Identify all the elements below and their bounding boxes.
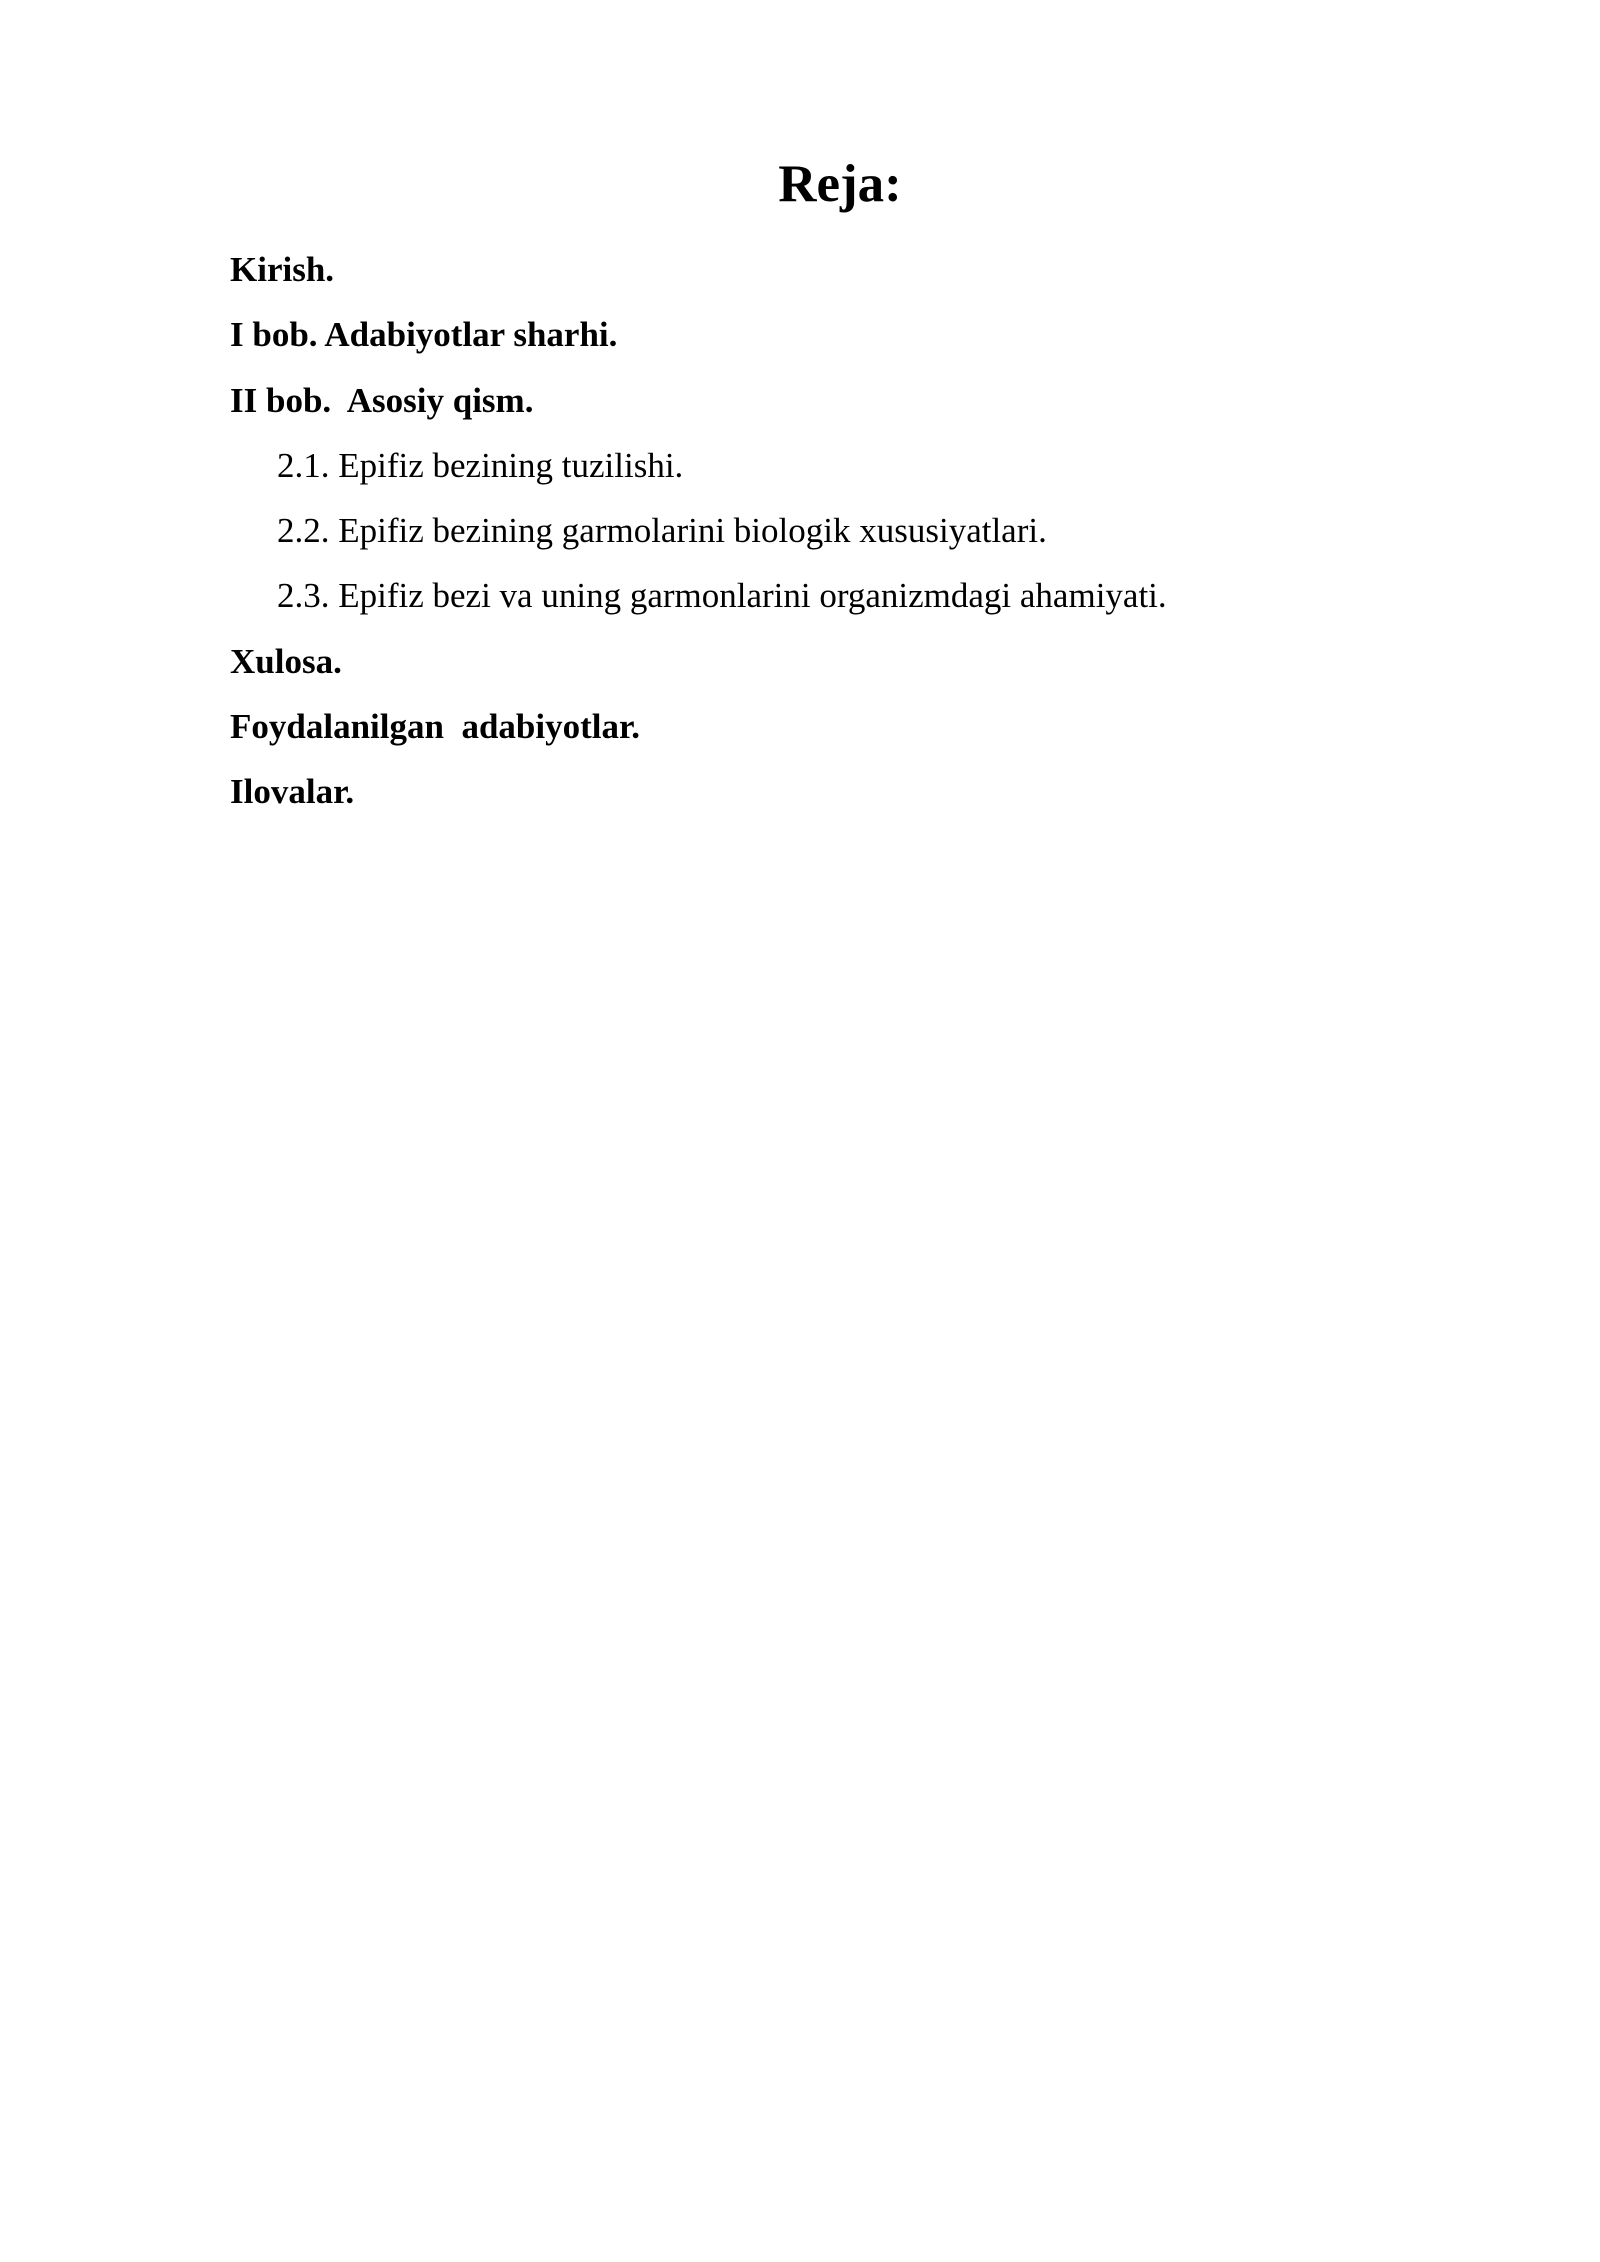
toc-subitem-2-1: 2.1. Epifiz bezining tuzilishi. <box>277 445 684 485</box>
page-title: Reja: <box>778 155 902 213</box>
toc-subitem-2-2: 2.2. Epifiz bezining garmolarini biologik xususiyatlari. <box>277 511 1047 551</box>
toc-item-chapter-2: II bob. Asosiy qism. <box>230 380 534 420</box>
table-of-contents <box>230 244 1167 832</box>
toc-item-chapter-1: I bob. Adabiyotlar sharhi. <box>230 315 618 355</box>
toc-item-references: Foydalanilgan adabiyotlar. <box>230 707 641 747</box>
toc-item-xulosa: Xulosa. <box>230 641 342 681</box>
toc-subitem-2-3: 2.3. Epifiz bezi va uning garmonlarini organizmdagi ahamiyati. <box>277 576 1167 616</box>
toc-item-appendices: Ilovalar. <box>230 772 355 812</box>
toc-item-kirish: Kirish. <box>230 250 335 289</box>
